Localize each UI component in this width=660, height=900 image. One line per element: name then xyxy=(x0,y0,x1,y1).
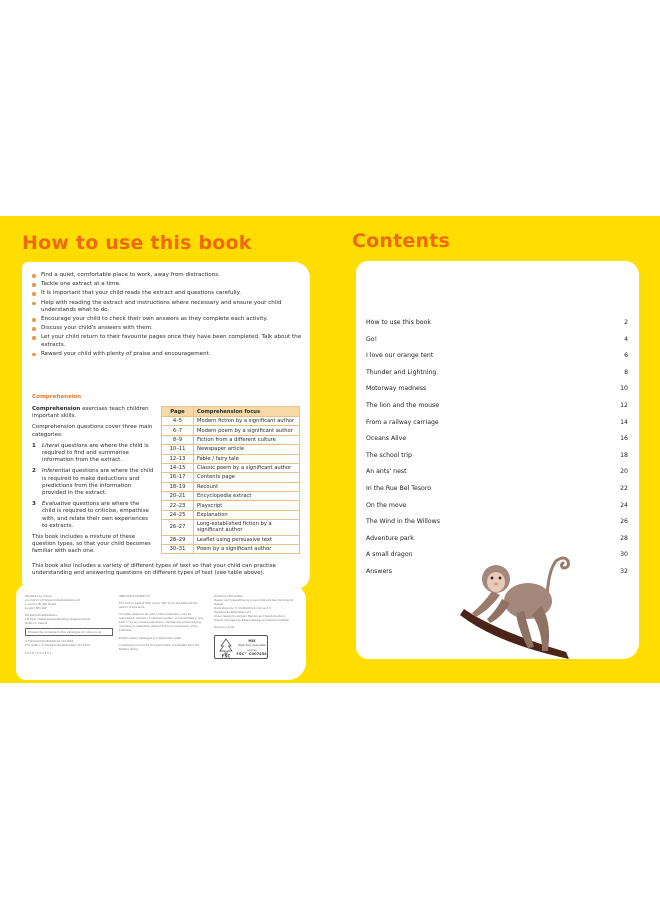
table-row xyxy=(162,520,300,535)
table-row xyxy=(162,501,300,510)
column-header-page: Page xyxy=(162,407,194,417)
imprint-line: Illustrations by © Shutterstock.com and © HarperCollinsPublishers Ltd xyxy=(214,606,272,614)
section-heading-comprehension: Comprehension xyxy=(32,394,82,400)
contents-entry[interactable] xyxy=(366,385,628,402)
imprint-panel xyxy=(16,584,306,680)
category-item xyxy=(32,501,154,530)
imprint-column-rights xyxy=(119,594,207,654)
entry-page: 32 xyxy=(620,567,628,575)
table-row xyxy=(162,445,300,454)
comprehension-focus-table xyxy=(161,406,300,554)
cell-page: 26–27 xyxy=(162,520,194,535)
category-number: 2 xyxy=(32,468,36,475)
table-row xyxy=(162,510,300,519)
entry-page: 6 xyxy=(624,352,628,360)
table-row xyxy=(162,535,300,544)
category-text: questions are where the child is required to criticise, empathise with, and relate their own experiences to extracts. xyxy=(42,501,149,529)
imprint-text xyxy=(214,594,300,622)
categories-intro: Comprehension questions cover three main categories: xyxy=(32,424,153,438)
contents-entry[interactable] xyxy=(366,369,628,386)
entry-page: 18 xyxy=(620,451,628,459)
entry-title: A small dragon xyxy=(366,551,413,559)
cell-focus: Fable / fairy tale xyxy=(194,454,300,463)
imprint-text: The author asserts their moral right to be identified as the author of this work. xyxy=(119,601,198,610)
fsc-logo xyxy=(214,635,268,659)
imprint-line: This edition © HarperCollinsPublishers Ltd 2023 xyxy=(25,643,90,648)
fsc-mix-label xyxy=(237,639,267,653)
intro-rest: exercises teach children important skills. xyxy=(32,406,149,420)
cell-focus: Classic poem by a significant author xyxy=(194,463,300,472)
categories-list xyxy=(32,443,154,530)
print-line-numbers: 10 9 8 7 6 5 4 3 2 1 xyxy=(25,650,52,655)
entry-page: 28 xyxy=(620,534,628,542)
imprint-line: Cover design by Amparo Barrera and Sarah Duxbury xyxy=(214,614,285,618)
entry-title: Oceans Alive xyxy=(366,435,407,443)
imprint-line: Printed by Bell & Bain xyxy=(214,594,244,598)
imprint-text xyxy=(25,613,113,625)
table-row xyxy=(162,454,300,463)
tip-item: Tackle one extract at a time. xyxy=(32,281,302,288)
tip-item: It is important that your child reads the extract and questions carefully. xyxy=(32,290,302,297)
column-header-focus: Comprehension focus xyxy=(194,407,300,417)
how-to-use-panel xyxy=(22,262,310,589)
imprint-text xyxy=(25,639,113,647)
comprehension-text xyxy=(32,406,154,560)
contents-entry[interactable] xyxy=(366,485,628,502)
cell-page: 10–11 xyxy=(162,445,194,454)
isbn: ISBN 978-0-00-862773 xyxy=(119,594,150,598)
category-text: questions are where the child is required to make deductions and predictions from the information provided in the extract. xyxy=(42,468,154,497)
page-title-how-to-use: How to use this book xyxy=(22,232,252,254)
category-item xyxy=(32,468,154,497)
cell-focus: Leaflet using persuasive text xyxy=(194,535,300,544)
table-row xyxy=(162,426,300,435)
table-header-row xyxy=(162,407,300,417)
contents-entry[interactable] xyxy=(366,518,628,535)
imprint-text: A Catalogue record for this publication is available from the British Library. xyxy=(119,642,200,651)
variety-paragraph: This book also includes a variety of different types of text so that your child can practise understanding and answering questions on different types of text (see table above). xyxy=(32,563,276,577)
tips-list xyxy=(32,272,302,360)
contents-entry[interactable] xyxy=(366,452,628,469)
cell-focus: Modern poem by a significant author xyxy=(194,426,300,435)
entry-title: Answers xyxy=(366,567,393,575)
contents-entry[interactable] xyxy=(366,468,628,485)
imprint-line: Published by Collins xyxy=(25,594,52,598)
table-row xyxy=(162,473,300,482)
cell-focus: Long-established fiction by a significant author xyxy=(194,520,300,535)
imprint-column-publisher xyxy=(25,594,113,658)
cell-focus: Newspaper article xyxy=(194,445,300,454)
imprint-text: Printed in India xyxy=(214,625,235,630)
book-spread xyxy=(0,216,660,683)
imprint-text: All rights reserved. No part of this publication may be reproduced, stored in a retrieval system, or transmitted in any form or by any means, electronic, mechanical, photocopying, recording or otherwise, without the prior permission of the publisher. xyxy=(119,612,204,633)
intro-bold: Comprehension xyxy=(32,406,81,412)
cell-page: 12–13 xyxy=(162,454,194,463)
category-item xyxy=(32,443,154,465)
entry-title: Adventure park xyxy=(366,534,414,542)
cell-page: 22–23 xyxy=(162,501,194,510)
imprint-line: HarperCollinsPublishers xyxy=(25,613,57,618)
page-title-contents: Contents xyxy=(352,230,451,252)
cell-focus: Fiction from a different culture xyxy=(194,435,300,444)
entry-title: I love our orange tent xyxy=(366,352,434,360)
entry-title: The Wind in the Willows xyxy=(366,518,440,526)
imprint-text xyxy=(25,594,113,610)
entry-page: 16 xyxy=(620,435,628,443)
monkey-illustration xyxy=(456,551,601,661)
imprint-line: © HarperCollinsPublishers Ltd 2016 xyxy=(25,639,74,644)
cell-page: 18–19 xyxy=(162,482,194,491)
cell-focus: Poem by a significant author xyxy=(194,544,300,553)
entry-page: 30 xyxy=(620,551,628,559)
imprint-line: Dublin 4, Ireland xyxy=(25,621,48,626)
entry-title: Go! xyxy=(366,335,378,343)
imprint-line: An imprint of HarperCollinsPublishers Ltd xyxy=(25,598,81,602)
tip-item: Discuss your child's answers with them. xyxy=(32,325,302,332)
table-row xyxy=(162,544,300,553)
category-number: 3 xyxy=(32,501,36,508)
imprint-line: 1 London Bridge Street xyxy=(25,602,57,606)
cell-focus: Recount xyxy=(194,482,300,491)
fsc-sub: Paper from responsible sources xyxy=(238,644,266,652)
cell-focus: Explanation xyxy=(194,510,300,519)
svg-text:FSC: FSC xyxy=(221,653,231,658)
catalogue-box: Browse the complete Collins catalogue at collins.co.uk xyxy=(25,628,113,636)
category-number: 1 xyxy=(32,442,36,449)
cell-focus: Modern fiction by a significant author xyxy=(194,417,300,426)
category-term: Literal xyxy=(42,442,60,449)
imprint-line: Design and typesetting by Jouve India and Ken Vail Graphic Design xyxy=(214,598,294,606)
entry-page: 8 xyxy=(624,368,628,376)
cell-page: 30–31 xyxy=(162,544,194,553)
category-text: questions are where the child is required to find and summarise information from the extract. xyxy=(42,442,149,464)
entry-page: 14 xyxy=(620,418,628,426)
tip-item: Reward your child with plenty of praise and encouragement. xyxy=(32,351,302,358)
cell-page: 8–9 xyxy=(162,435,194,444)
mixture-paragraph: This book includes a mixture of these question types, so that your child becomes familiar with each one. xyxy=(32,534,151,555)
table-row xyxy=(162,492,300,501)
category-term: Inferential xyxy=(42,468,71,475)
tip-item: Find a quiet, comfortable place to work, away from distractions. xyxy=(32,272,302,279)
category-term: Evaluative xyxy=(42,501,71,508)
entry-title: How to use this book xyxy=(366,319,431,326)
imprint-line: 1st Floor, Watermarque Building, Ringsend Road xyxy=(25,617,91,622)
entry-page: 10 xyxy=(620,385,628,393)
tip-item: Encourage your child to check their own answers as they complete each activity. xyxy=(32,316,302,323)
contents-entry[interactable] xyxy=(366,352,628,369)
contents-entry[interactable] xyxy=(366,419,628,436)
imprint-line: London SE1 9GF xyxy=(25,606,48,610)
tip-item: Help with reading the extract and instructions where necessary and ensure your child understands what to do. xyxy=(32,300,302,315)
table-row xyxy=(162,463,300,472)
cell-page: 16–17 xyxy=(162,473,194,482)
contents-entry[interactable] xyxy=(366,319,628,336)
imprint-line: Project managed by Katie Galloway and Sarah Crowther xyxy=(214,618,290,622)
entry-title: The school trip xyxy=(366,451,412,459)
entry-title: In the Rue Bel Tesoro xyxy=(366,484,432,492)
entry-page: 2 xyxy=(624,319,628,326)
entry-page: 4 xyxy=(624,335,628,343)
table-row xyxy=(162,435,300,444)
entry-page: 22 xyxy=(620,484,628,492)
contents-entry[interactable] xyxy=(366,502,628,519)
intro-paragraph xyxy=(32,406,154,420)
cell-focus: Encyclopedia extract xyxy=(194,492,300,501)
contents-list xyxy=(366,319,628,585)
entry-title: Motorway madness xyxy=(366,385,427,393)
entry-title: The lion and the mouse xyxy=(366,401,440,409)
cell-page: 24–25 xyxy=(162,510,194,519)
fsc-code: FSC™ C007454 xyxy=(236,652,267,656)
table-row xyxy=(162,417,300,426)
imprint-text: British Library Cataloguing in Publication Data xyxy=(119,635,182,640)
table-row xyxy=(162,482,300,491)
tip-item: Let your child return to their favourite pages once they have been completed. Talk about the extracts. xyxy=(32,334,302,349)
entry-title: An ants' nest xyxy=(366,468,407,476)
entry-page: 12 xyxy=(620,401,628,409)
cell-focus: Playscript xyxy=(194,501,300,510)
entry-page: 20 xyxy=(620,468,628,476)
entry-page: 26 xyxy=(620,518,628,526)
fsc-tree-icon xyxy=(218,638,234,658)
cell-page: 20–21 xyxy=(162,492,194,501)
cell-page: 4–5 xyxy=(162,417,194,426)
cell-page: 28–29 xyxy=(162,535,194,544)
entry-title: On the move xyxy=(366,501,407,509)
contents-entry[interactable] xyxy=(366,435,628,452)
fsc-mix: MIX xyxy=(248,639,256,643)
cell-page: 14–15 xyxy=(162,463,194,472)
imprint-column-credits xyxy=(214,594,300,632)
contents-entry[interactable] xyxy=(366,336,628,353)
contents-entry[interactable] xyxy=(366,535,628,552)
contents-entry[interactable] xyxy=(366,402,628,419)
cell-focus: Contents page xyxy=(194,473,300,482)
entry-title: From a railway carriage xyxy=(366,418,439,426)
contents-panel xyxy=(356,261,639,659)
cell-page: 6–7 xyxy=(162,426,194,435)
entry-title: Thunder and Lightning xyxy=(366,368,437,376)
entry-page: 24 xyxy=(620,501,628,509)
